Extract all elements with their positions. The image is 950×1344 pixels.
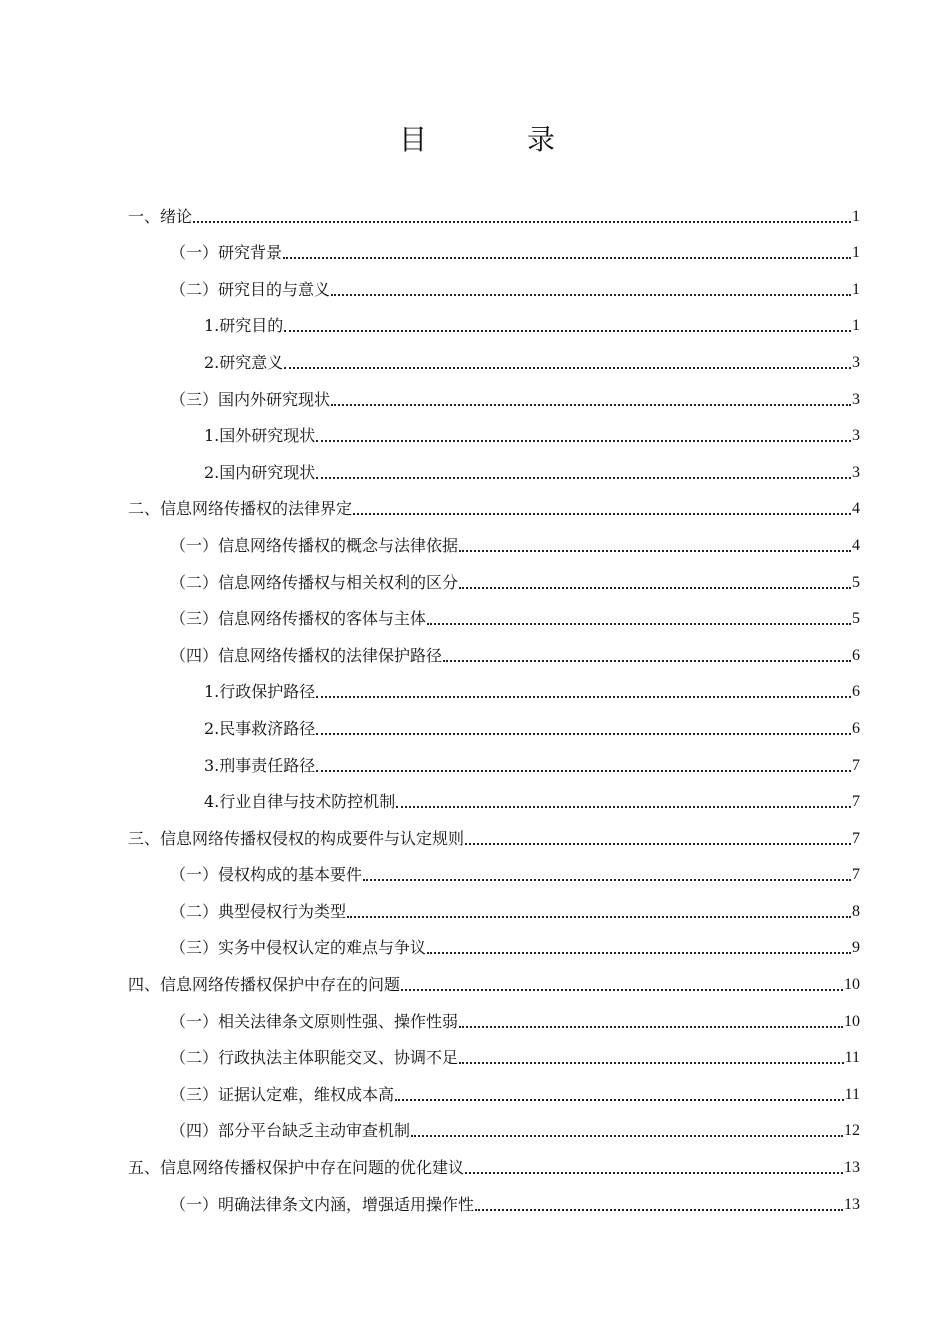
toc-entry-label: 3.刑事责任路径 [204, 755, 316, 775]
toc-entry[interactable] [128, 556, 860, 593]
dot-leader [283, 257, 851, 259]
dot-leader [284, 367, 851, 369]
dot-leader [411, 1135, 843, 1137]
toc-entry[interactable] [128, 300, 860, 337]
toc-entry-label: （一）侵权构成的基本要件 [170, 865, 363, 885]
toc-entry-page-number: 6 [852, 719, 860, 737]
toc-entry[interactable] [128, 776, 860, 813]
toc-entry-page-number: 5 [852, 610, 860, 628]
toc-entry-label: 2.研究意义 [204, 352, 284, 372]
toc-entry-label: 2.民事救济路径 [204, 718, 316, 738]
toc-entry-page-number: 6 [852, 683, 860, 701]
toc-entry-label: （四）信息网络传播权的法律保护路径 [170, 645, 443, 665]
table-of-contents [128, 190, 860, 1215]
toc-entry-label: 2.国内研究现状 [204, 462, 316, 482]
toc-entry[interactable] [128, 885, 860, 922]
toc-entry-page-number: 13 [844, 1159, 860, 1177]
dot-leader [465, 1172, 843, 1174]
dot-leader [193, 221, 851, 223]
toc-entry-page-number: 7 [852, 756, 860, 774]
toc-entry[interactable] [128, 812, 860, 849]
toc-entry[interactable] [128, 593, 860, 630]
toc-entry[interactable] [128, 702, 860, 739]
toc-entry[interactable] [128, 1105, 860, 1142]
toc-entry-page-number: 10 [844, 1012, 860, 1030]
toc-entry-label: （一）研究背景 [170, 243, 283, 263]
toc-entry[interactable] [128, 263, 860, 300]
toc-entry[interactable] [128, 519, 860, 556]
toc-entry[interactable] [128, 1141, 860, 1178]
toc-entry-page-number: 7 [852, 829, 860, 847]
toc-entry[interactable] [128, 995, 860, 1032]
toc-entry-label: 一、绪论 [128, 206, 193, 226]
toc-entry-label: （三）国内外研究现状 [170, 389, 331, 409]
toc-entry-page-number: 8 [852, 902, 860, 920]
toc-entry[interactable] [128, 739, 860, 776]
toc-entry[interactable] [128, 227, 860, 264]
dot-leader [459, 587, 851, 589]
toc-entry-label: 1.研究目的 [204, 316, 284, 336]
toc-entry[interactable] [128, 1178, 860, 1215]
toc-title: 目 录 [398, 123, 591, 156]
toc-entry[interactable] [128, 1068, 860, 1105]
toc-entry-page-number: 9 [852, 939, 860, 957]
toc-entry-page-number: 4 [852, 500, 860, 518]
toc-entry-label: 五、信息网络传播权保护中存在问题的优化建议 [128, 1158, 465, 1178]
toc-entry-page-number: 5 [852, 573, 860, 591]
toc-entry-page-number: 12 [844, 1122, 860, 1140]
toc-entry-label: 1.国外研究现状 [204, 426, 316, 446]
toc-entry-label: （四）部分平台缺乏主动审查机制 [170, 1121, 411, 1141]
toc-entry-page-number: 1 [852, 244, 860, 262]
toc-entry-page-number: 3 [852, 353, 860, 371]
dot-leader [316, 440, 851, 442]
toc-entry-page-number: 4 [852, 536, 860, 554]
toc-entry-page-number: 6 [852, 646, 860, 664]
dot-leader [363, 879, 851, 881]
dot-leader [316, 477, 851, 479]
toc-entry[interactable] [128, 190, 860, 227]
dot-leader [395, 1099, 844, 1101]
toc-entry[interactable] [128, 922, 860, 959]
toc-entry[interactable] [128, 958, 860, 995]
toc-entry-page-number: 3 [852, 427, 860, 445]
dot-leader [331, 404, 851, 406]
toc-entry[interactable] [128, 483, 860, 520]
toc-entry-label: （一）信息网络传播权的概念与法律依据 [170, 535, 459, 555]
toc-entry[interactable] [128, 373, 860, 410]
toc-entry-label: 1.行政保护路径 [204, 682, 316, 702]
toc-entry-page-number: 7 [852, 866, 860, 884]
dot-leader [465, 843, 851, 845]
toc-entry-page-number: 1 [852, 317, 860, 335]
toc-entry-label: （二）典型侵权行为类型 [170, 901, 347, 921]
toc-entry-label: （一）明确法律条文内涵，增强适用操作性 [170, 1194, 475, 1214]
toc-entry-label: 三、信息网络传播权侵权的构成要件与认定规则 [128, 828, 465, 848]
dot-leader [459, 1026, 843, 1028]
toc-entry-page-number: 11 [844, 1085, 860, 1103]
dot-leader [427, 623, 851, 625]
toc-entry-label: （三）证据认定难，维权成本高 [170, 1084, 395, 1104]
toc-entry-label: （二）研究目的与意义 [170, 279, 331, 299]
dot-leader [443, 660, 851, 662]
dot-leader [331, 294, 851, 296]
toc-entry[interactable] [128, 849, 860, 886]
toc-entry[interactable] [128, 336, 860, 373]
toc-entry-page-number: 11 [844, 1049, 860, 1067]
toc-entry-label: （三）实务中侵权认定的难点与争议 [170, 938, 427, 958]
toc-entry[interactable] [128, 629, 860, 666]
toc-entry-label: （二）行政执法主体职能交叉、协调不足 [170, 1048, 459, 1068]
toc-entry-page-number: 13 [844, 1195, 860, 1213]
dot-leader [475, 1209, 843, 1211]
toc-entry-label: （三）信息网络传播权的客体与主体 [170, 609, 427, 629]
dot-leader [353, 513, 851, 515]
toc-entry-page-number: 1 [852, 207, 860, 225]
toc-entry[interactable] [128, 410, 860, 447]
dot-leader [401, 989, 843, 991]
dot-leader [284, 330, 851, 332]
toc-entry-page-number: 1 [852, 280, 860, 298]
dot-leader [316, 696, 851, 698]
dot-leader [347, 916, 851, 918]
toc-entry-page-number: 3 [852, 390, 860, 408]
dot-leader [316, 770, 851, 772]
toc-entry[interactable] [128, 1032, 860, 1069]
dot-leader [396, 806, 851, 808]
toc-entry-page-number: 10 [844, 976, 860, 994]
dot-leader [459, 550, 851, 552]
toc-entry[interactable] [128, 446, 860, 483]
dot-leader [459, 1062, 844, 1064]
toc-entry-label: （二）信息网络传播权与相关权利的区分 [170, 572, 459, 592]
toc-entry[interactable] [128, 666, 860, 703]
toc-entry-page-number: 7 [852, 793, 860, 811]
dot-leader [316, 733, 851, 735]
toc-entry-page-number: 3 [852, 463, 860, 481]
toc-entry-label: 4.行业自律与技术防控机制 [204, 792, 396, 812]
toc-entry-label: 四、信息网络传播权保护中存在的问题 [128, 975, 401, 995]
toc-entry-label: （一）相关法律条文原则性强、操作性弱 [170, 1011, 459, 1031]
dot-leader [427, 952, 851, 954]
toc-entry-label: 二、信息网络传播权的法律界定 [128, 499, 353, 519]
